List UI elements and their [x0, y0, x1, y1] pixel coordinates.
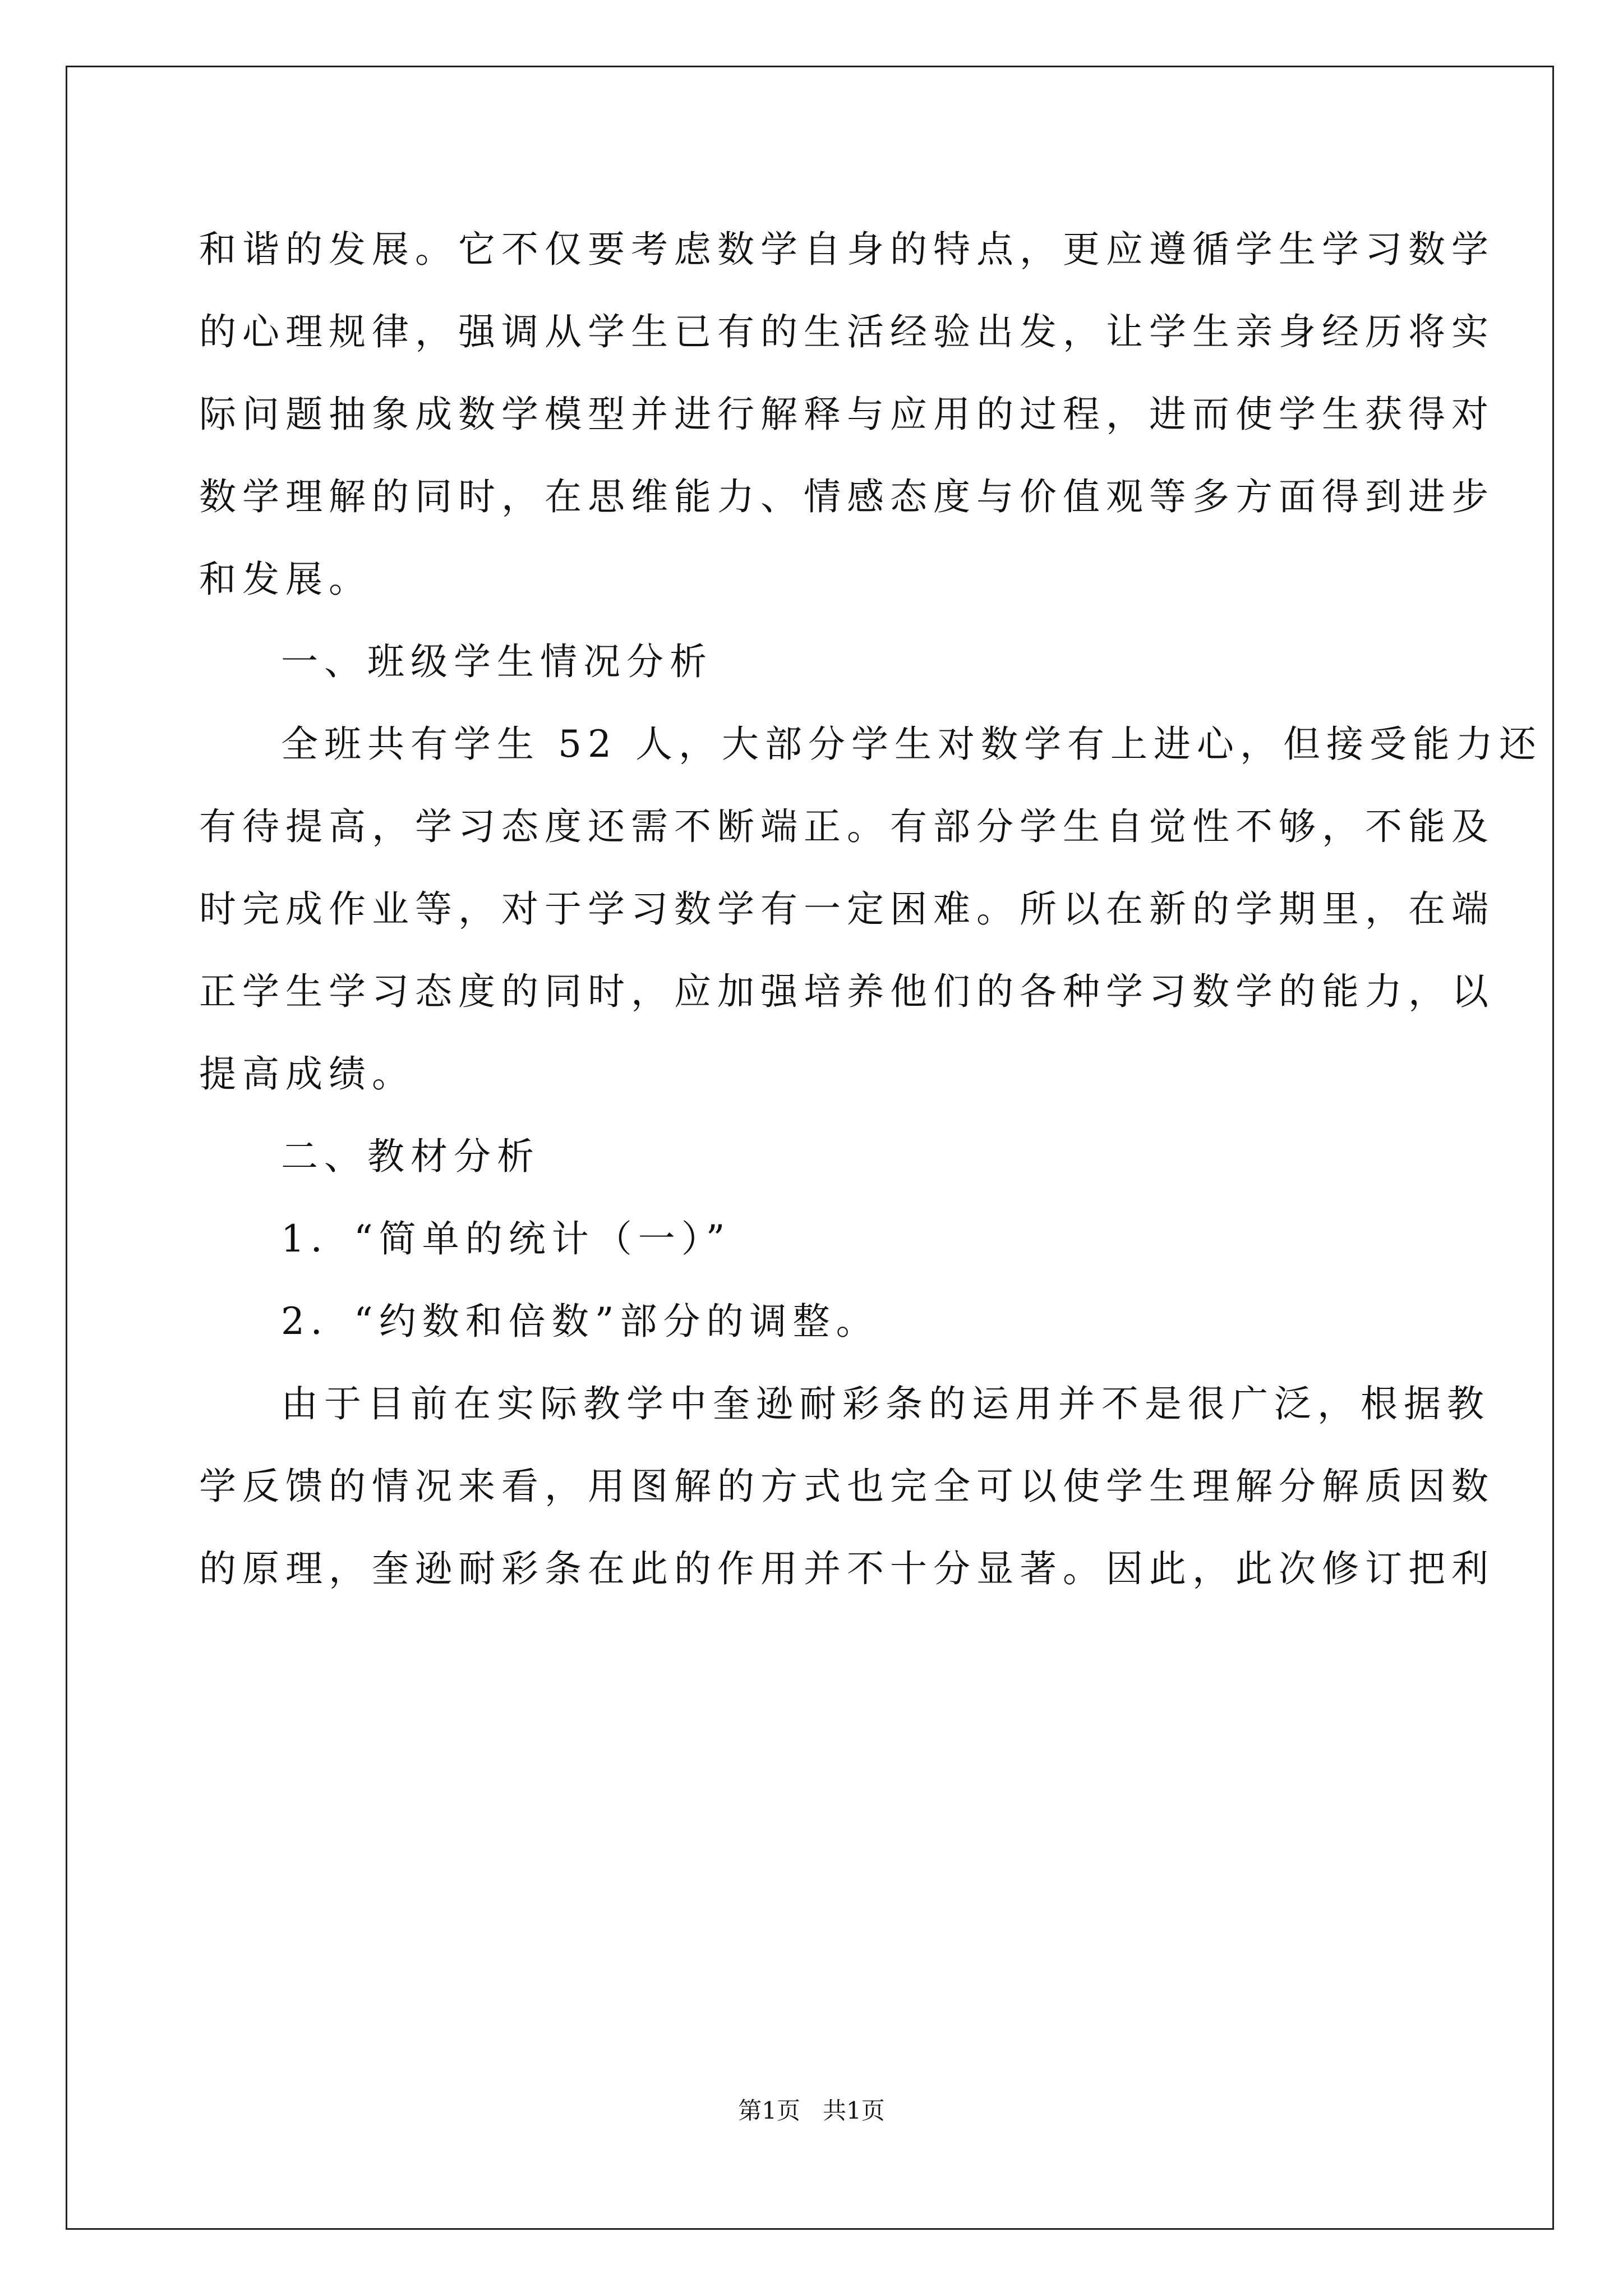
text-line: 际问题抽象成数学模型并进行解释与应用的过程，进而使学生获得对 — [199, 393, 1495, 436]
text-line: 和谐的发展。它不仅要考虑数学自身的特点，更应遵循学生学习数学 — [199, 228, 1495, 271]
page-footer: 第1页 共1页 — [738, 2097, 885, 2124]
section-heading-1: 一、班级学生情况分析 — [281, 640, 713, 683]
document-body — [199, 222, 1542, 1623]
text-line: 全班共有学生 52 人，大部分学生对数学有上进心，但接受能力还 — [281, 723, 1542, 766]
text-line: 时完成作业等，对于学习数学有一定困难。所以在新的学期里，在端 — [199, 887, 1495, 931]
text-line: 的心理规律，强调从学生已有的生活经验出发，让学生亲身经历将实 — [199, 310, 1495, 353]
text-line: 数学理解的同时，在思维能力、情感态度与价值观等多方面得到进步 — [199, 475, 1495, 518]
text-line: 学反馈的情况来看，用图解的方式也完全可以使学生理解分解质因数 — [199, 1465, 1495, 1508]
text-line: 有待提高，学习态度还需不断端正。有部分学生自觉性不够，不能及 — [199, 805, 1495, 848]
text-line: 和发展。 — [199, 558, 372, 601]
text-line: 提高成绩。 — [199, 1052, 415, 1096]
text-line: 由于目前在实际教学中奎逊耐彩条的运用并不是很广泛，根据教 — [281, 1382, 1490, 1425]
text-line: 正学生学习态度的同时，应加强培养他们的各种学习数学的能力，以 — [199, 970, 1495, 1013]
list-item-1: 1．“简单的统计（一）” — [281, 1217, 731, 1260]
section-heading-2: 二、教材分析 — [281, 1135, 540, 1178]
list-item-2: 2．“约数和倍数”部分的调整。 — [281, 1300, 879, 1343]
text-line: 的原理，奎逊耐彩条在此的作用并不十分显著。因此，此次修订把利 — [199, 1547, 1495, 1590]
